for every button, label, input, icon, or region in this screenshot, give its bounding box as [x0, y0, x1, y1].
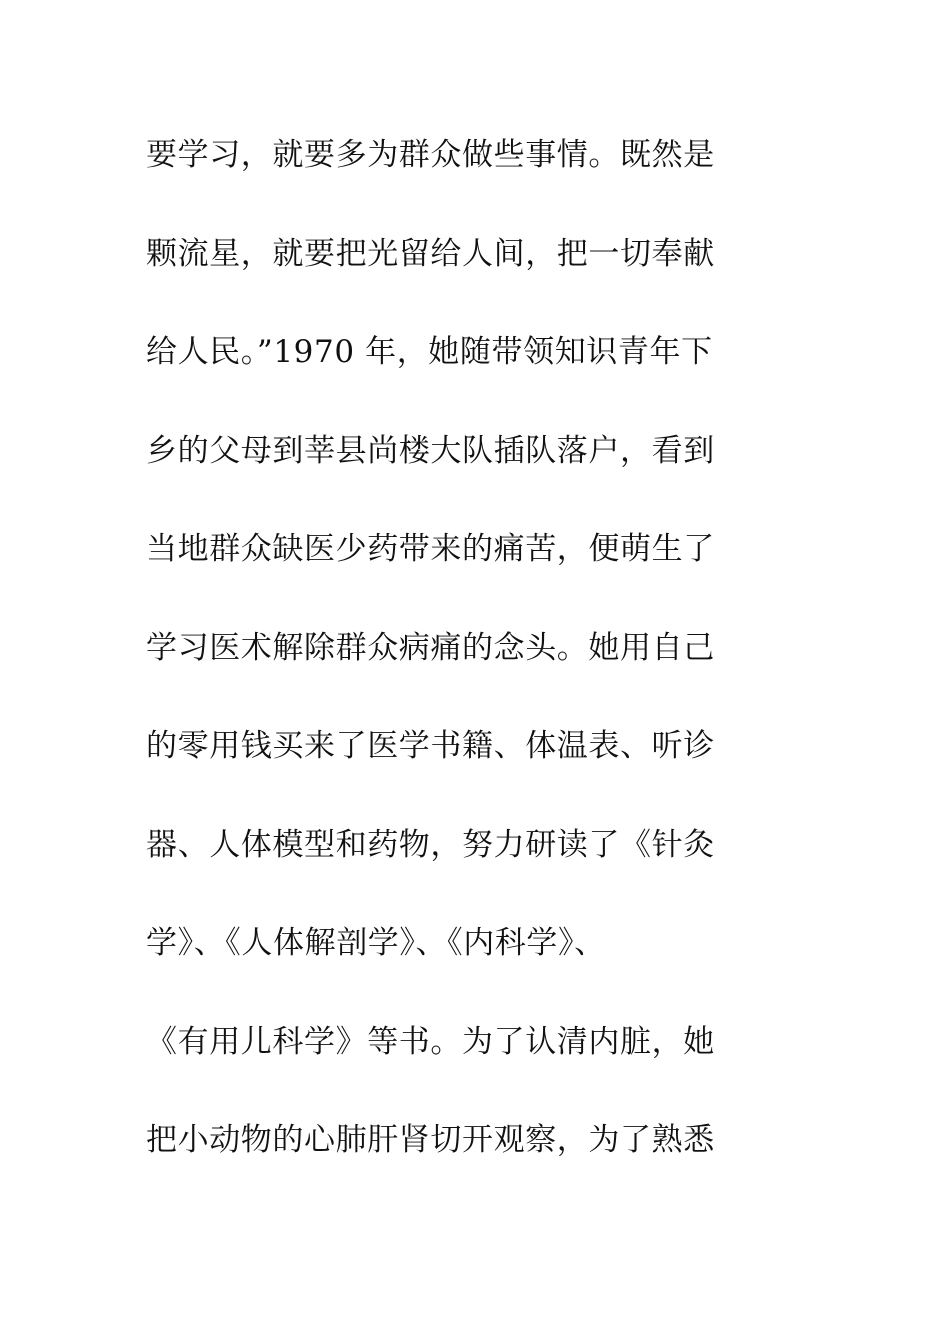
text-line: 把小动物的心肺肝肾切开观察，为了熟悉 [146, 1122, 715, 1158]
text-line: 学习医术解除群众病痛的念头。她用自己 [146, 629, 715, 666]
text-line: 乡的父母到莘县尚楼大队插队落户，看到 [146, 432, 715, 469]
text-line: 器、人体模型和药物，努力研读了《针灸 [146, 826, 715, 863]
text-line: 给人民。”1970 年，她随带领知识青年下 [146, 334, 713, 370]
text-line: 学》、《人体解剖学》、《内科学》、 [146, 925, 606, 961]
text-line: 当地群众缺医少药带来的痛苦，便萌生了 [146, 531, 715, 567]
text-line: 颗流星，就要把光留给人间，把一切奉献 [146, 235, 715, 272]
text-line: 要学习，就要多为群众做些事情。既然是 [146, 137, 715, 173]
text-line: 的零用钱买来了医学书籍、体温表、听诊 [146, 728, 715, 764]
text-line: 《有用儿科学》等书。为了认清内脏，她 [146, 1023, 715, 1060]
body-text [146, 126, 806, 1210]
